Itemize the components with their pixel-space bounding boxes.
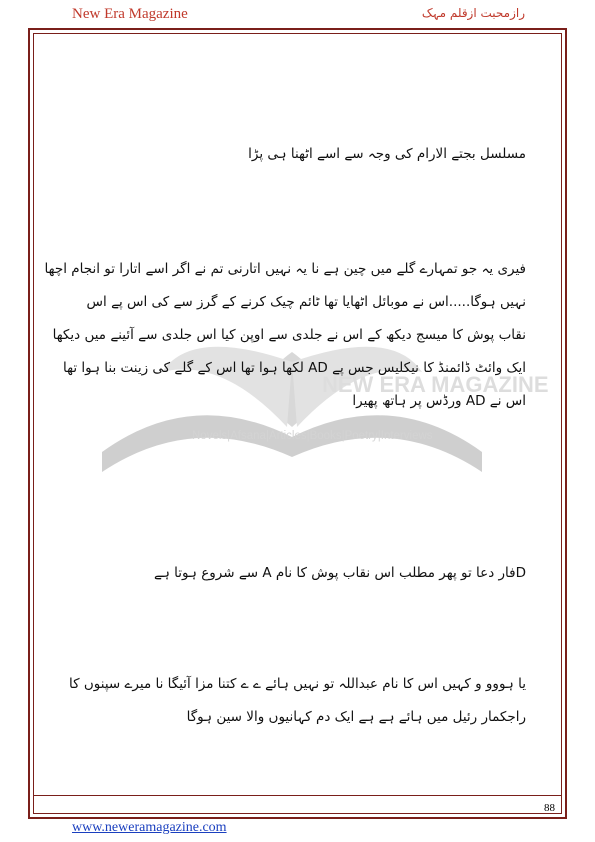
text-line: نقاب پوش کا میسج دیکھ کے اس نے جلدی سے اوپن کیا اس جلدی سے آئینے میں دیکھا: [52, 327, 526, 343]
watermark-text: Novels|Afsana|Articles|Books|Poetry|Interviews: [192, 430, 433, 442]
svg-text:NEW ERA MAGAZINE: NEW ERA MAGAZINE: [322, 372, 549, 397]
text-line: Dفار دعا تو پھر مطلب اس نقاب پوش کا نام A سے شروع ہوتا ہے: [154, 565, 526, 581]
website-link[interactable]: www.neweramagazine.com: [72, 820, 227, 835]
paragraph-4: [66, 668, 526, 734]
paragraph-2: [44, 253, 526, 418]
magazine-name: New Era Magazine: [72, 6, 188, 22]
footer-divider: [34, 795, 561, 796]
text-line: مسلسل بجتے الارام کی وجہ سے اسے اٹھنا ہی پڑا: [248, 146, 526, 162]
text-line: راجکمار رئیل میں ہائے ہے ہے ایک دم کہانیوں والا سین ہوگا: [186, 709, 526, 725]
text-line: اس نے AD ورڈس پر ہاتھ پھیرا: [352, 393, 526, 409]
text-line: ایک وائٹ ڈائمنڈ کا نیکلیس جس پے AD لکھا ہوا تھا اس کے گلے کی زینت بنا ہوا تھا: [62, 360, 526, 376]
text-line: فیری یہ جو تمہارے گلے میں چین ہے نا یہ نہیں اتارنی تم نے اگر اسے اتارا تو انجام اچھا: [44, 261, 526, 277]
paragraph-1: [66, 138, 526, 171]
text-line: نہیں ہوگا.....اس نے موبائل اٹھایا تھا ٹائم چیک کرنے کے گرز سے کی اس پے اس: [86, 294, 526, 310]
novel-title: رازمحبت ازقلم مہک: [421, 6, 525, 20]
text-line: یا ہووو و کہیں اس کا نام عبداللہ تو نہیں ہائے ے ے کتنا مزا آئیگا نا میرے سپنوں کا: [69, 676, 526, 692]
paragraph-3: [66, 557, 526, 590]
page-number: 88: [544, 802, 555, 814]
